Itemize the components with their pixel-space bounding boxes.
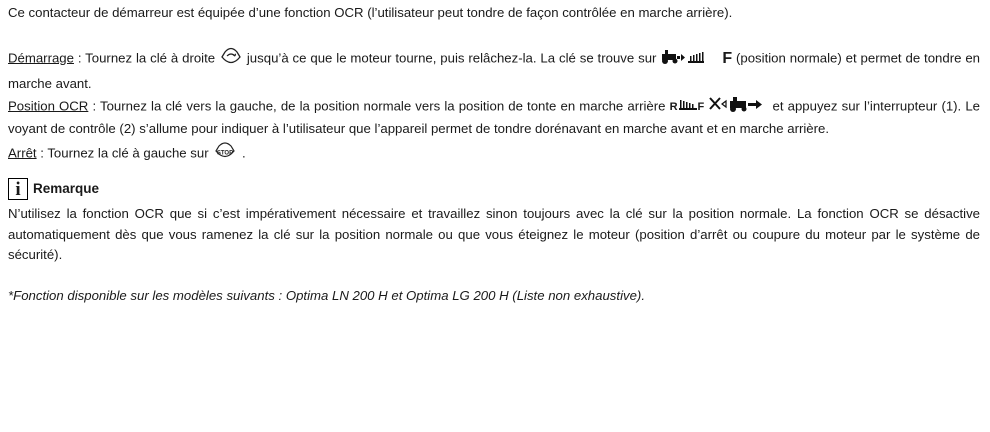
spacer [8, 266, 980, 286]
stop-paragraph [8, 140, 980, 169]
stop-symbol-text: STOP [217, 150, 234, 156]
start-text-1: : Tournez la clé à droite [73, 50, 219, 66]
position-f-letter-ocr: F [697, 100, 705, 113]
info-icon: i [8, 178, 28, 200]
note-body: N’utilisez la fonction OCR que si c’est impérativement nécessaire et travaillez sinon toujours avec la clé sur la position normale. La fonction OCR se désactive automatiquement dès que vous ramenez la clé sur la position normale ou que vous éteignez le moteur (position d’arrêt ou coupure du moteur par le système de sécurité). [8, 206, 980, 262]
position-r-letter: R [669, 100, 678, 113]
note-title: Remarque [33, 180, 100, 196]
ocr-text-2: et appuyez sur l’interrupteur (1). Le voyant de contrôle (2) s’allume pour indiquer à l’utilisateur que l’appareil permet de tondre dorénavant en marche avant et en marche arrière. [8, 98, 981, 136]
key-stop-icon [212, 140, 238, 169]
note-header [8, 174, 980, 204]
document-body [8, 3, 980, 306]
stop-label: Arrêt [8, 145, 37, 161]
key-turn-right-icon [219, 44, 243, 75]
spacer [8, 24, 980, 44]
intro-paragraph: Ce contacteur de démarreur est équipée d’une fonction OCR (l’utilisateur peut tondre de façon contrôlée en marche arrière). [8, 5, 733, 20]
start-text-2: jusqu’à ce que le moteur tourne, puis relâchez-la. La clé se trouve sur [246, 50, 661, 66]
ocr-paragraph [8, 95, 980, 140]
grass-bars-icon [678, 97, 698, 118]
ocr-label: Position OCR [8, 98, 89, 114]
position-f-letter: F [722, 49, 733, 67]
stop-text-2: . [238, 145, 246, 161]
mower-forward-icon [660, 47, 722, 72]
start-label: Démarrage [8, 50, 74, 66]
ocr-text-1: : Tournez la clé vers la gauche, de la position normale vers la position de tonte en marche arrière [88, 98, 670, 114]
start-text-3: (position normale) et permet de tondre en marche avant. [8, 50, 980, 91]
stop-text-1: : Tournez la clé à gauche sur [36, 145, 213, 161]
start-paragraph [8, 44, 980, 95]
footnote: *Fonction disponible sur les modèles suivants : Optima LN 200 H et Optima LG 200 H (Liste non exhaustive). [8, 287, 645, 303]
mower-reverse-icon [708, 95, 768, 120]
